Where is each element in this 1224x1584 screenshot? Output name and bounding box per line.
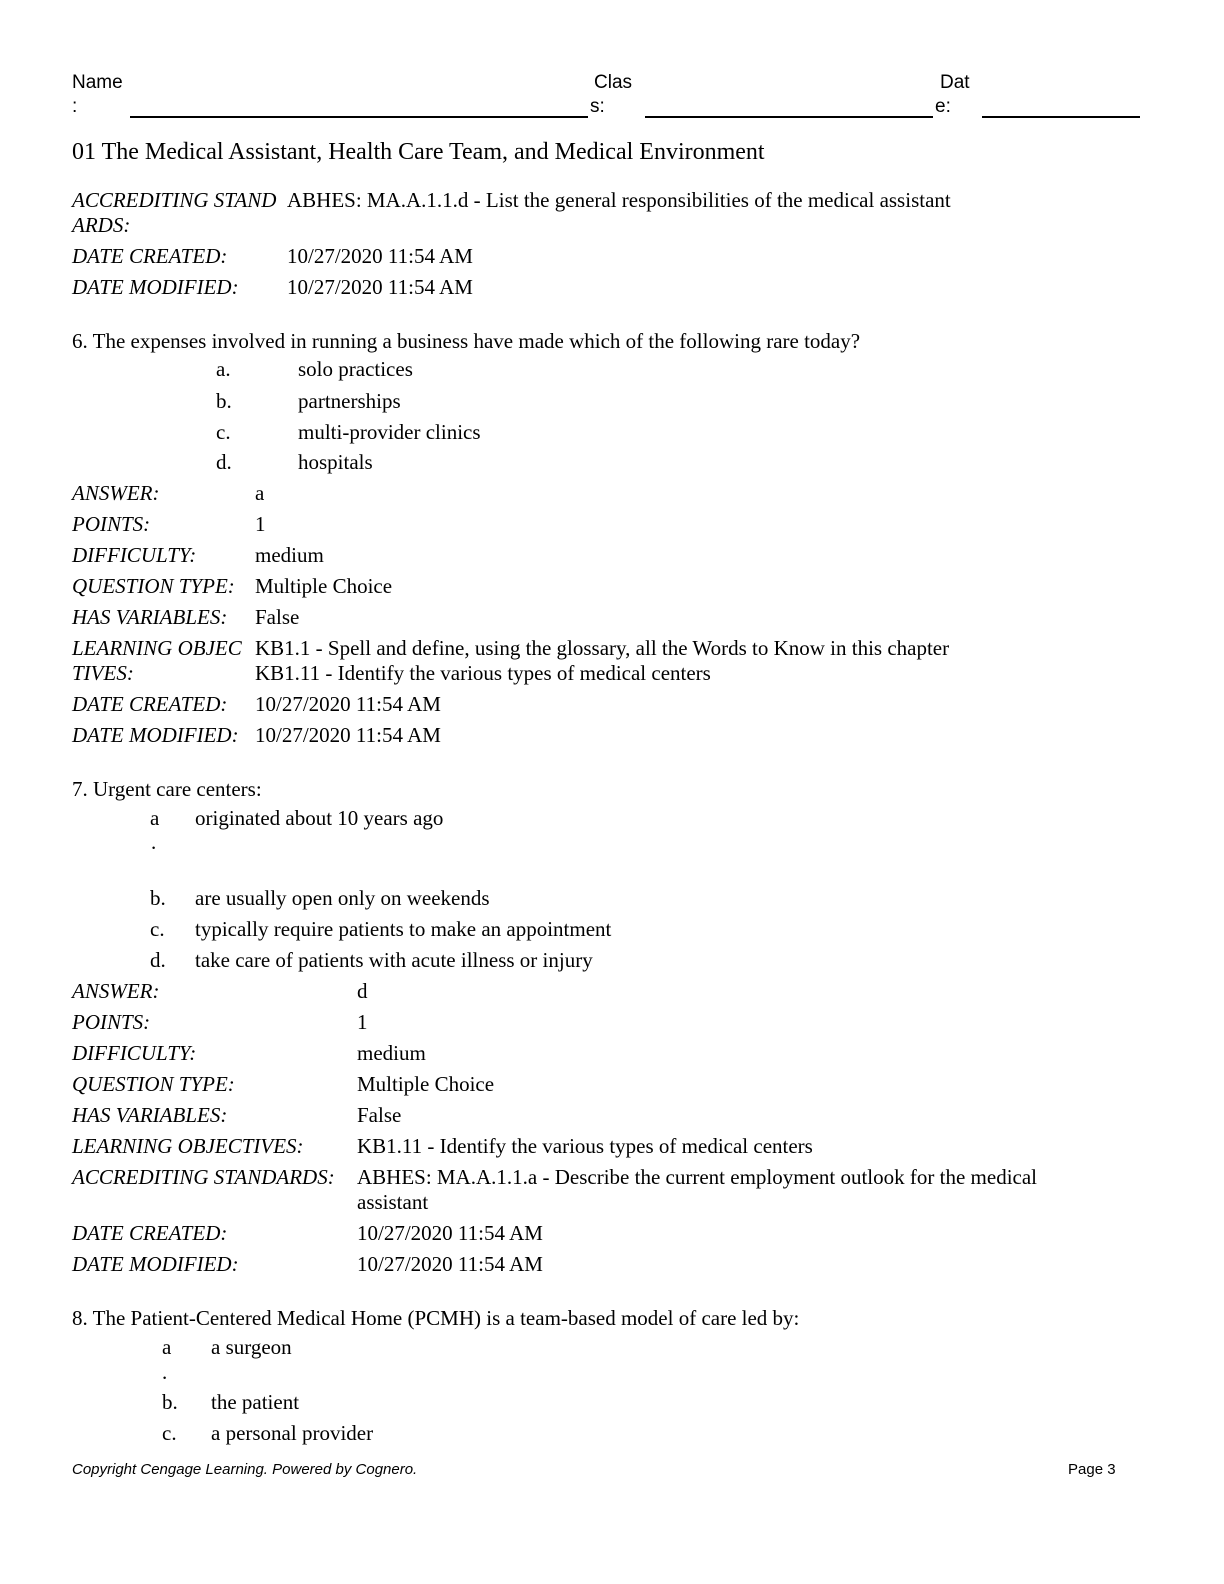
date-label-bottom: e: (935, 96, 951, 117)
q7-hasvar-label: HAS VARIABLES: (72, 1103, 228, 1127)
q7-points-value: 1 (357, 1010, 368, 1034)
q6-created-value: 10/27/2020 11:54 AM (255, 692, 441, 716)
name-label-bottom: : (72, 96, 78, 117)
q6-points-value: 1 (255, 512, 266, 536)
q7-modified-value: 10/27/2020 11:54 AM (357, 1252, 543, 1276)
q7-created-value: 10/27/2020 11:54 AM (357, 1221, 543, 1245)
class-underline[interactable] (645, 116, 933, 118)
q7-option-d-letter: d. (150, 948, 166, 972)
q6-option-a-letter: a. (216, 357, 231, 381)
date-underline[interactable] (982, 116, 1140, 118)
q7-accrediting-label: ACCREDITING STANDARDS: (72, 1165, 335, 1189)
q7-qtype-label: QUESTION TYPE: (72, 1072, 235, 1096)
q7-option-c-letter: c. (150, 917, 165, 941)
q6-hasvar-label: HAS VARIABLES: (72, 605, 228, 629)
q6-option-c-text[interactable]: multi-provider clinics (298, 420, 481, 444)
question-8-text: 8. The Patient-Centered Medical Home (PCMH) is a team-based model of care led by: (72, 1306, 800, 1330)
q8-option-c-letter: c. (162, 1421, 177, 1445)
q8-option-a-dot: . (162, 1360, 168, 1384)
q7-option-c-text[interactable]: typically require patients to make an appointment (195, 917, 612, 941)
q6-lo-label-line2: TIVES: (72, 661, 134, 685)
q6-lo-1: KB1.1 - Spell and define, using the glossary, all the Words to Know in this chapter (255, 636, 950, 660)
q8-option-b-letter: b. (162, 1390, 178, 1414)
q7-option-a-letter: a (150, 806, 160, 830)
q6-option-c-letter: c. (216, 420, 231, 444)
q7-qtype-value: Multiple Choice (357, 1072, 495, 1096)
q6-modified-label: DATE MODIFIED: (72, 723, 239, 747)
q6-points-label: POINTS: (72, 512, 151, 536)
date-modified-label: DATE MODIFIED: (72, 275, 239, 299)
q6-created-label: DATE CREATED: (72, 692, 228, 716)
section-title: 01 The Medical Assistant, Health Care Team, and Medical Environment (72, 139, 765, 165)
q6-lo-label-line1: LEARNING OBJEC (72, 636, 242, 660)
q6-option-d-text[interactable]: hospitals (298, 450, 373, 474)
q7-created-label: DATE CREATED: (72, 1221, 228, 1245)
class-label-bottom: s: (590, 96, 605, 117)
q7-modified-label: DATE MODIFIED: (72, 1252, 239, 1276)
q7-accrediting-value: ABHES: MA.A.1.1.a - Describe the current employment outlook for the medical assistant (357, 1165, 1037, 1214)
q6-qtype-label: QUESTION TYPE: (72, 574, 235, 598)
q6-lo-2: KB1.11 - Identify the various types of medical centers (255, 661, 711, 685)
q7-option-a-text[interactable]: originated about 10 years ago (195, 806, 444, 830)
q8-option-a-letter: a (162, 1335, 172, 1359)
q7-option-a-dot: . (151, 830, 157, 854)
q6-difficulty-label: DIFFICULTY: (72, 543, 197, 567)
q7-option-d-text[interactable]: take care of patients with acute illness or injury (195, 948, 593, 972)
date-created-value: 10/27/2020 11:54 AM (287, 244, 473, 268)
date-modified-value: 10/27/2020 11:54 AM (287, 275, 473, 299)
q6-option-d-letter: d. (216, 450, 232, 474)
q7-lo-value: KB1.11 - Identify the various types of medical centers (357, 1134, 813, 1158)
q7-option-b-letter: b. (150, 886, 166, 910)
q8-option-b-text[interactable]: the patient (211, 1390, 300, 1414)
q7-lo-label: LEARNING OBJECTIVES: (72, 1134, 304, 1158)
q8-option-c-text[interactable]: a personal provider (211, 1421, 374, 1445)
q7-answer-value: d (357, 979, 368, 1003)
accrediting-label-line1: ACCREDITING STAND (72, 188, 277, 212)
date-created-label: DATE CREATED: (72, 244, 228, 268)
q6-option-b-letter: b. (216, 389, 232, 413)
q7-answer-label: ANSWER: (72, 979, 160, 1003)
footer-page-number: Page 3 (1068, 1461, 1116, 1478)
q6-answer-value: a (255, 481, 265, 505)
q6-option-a-text[interactable]: solo practices (298, 357, 413, 381)
name-label-top: Name (72, 72, 123, 93)
name-underline[interactable] (130, 116, 588, 118)
question-6-text: 6. The expenses involved in running a business have made which of the following rare today? (72, 329, 861, 353)
q7-option-b-text[interactable]: are usually open only on weekends (195, 886, 490, 910)
q7-difficulty-value: medium (357, 1041, 426, 1065)
class-label-top: Clas (594, 72, 633, 93)
q7-difficulty-label: DIFFICULTY: (72, 1041, 197, 1065)
q6-option-b-text[interactable]: partnerships (298, 389, 401, 413)
q7-hasvar-value: False (357, 1103, 402, 1127)
accrediting-value: ABHES: MA.A.1.1.d - List the general responsibilities of the medical assistant (287, 188, 951, 212)
q7-points-label: POINTS: (72, 1010, 151, 1034)
q6-answer-label: ANSWER: (72, 481, 160, 505)
footer-copyright: Copyright Cengage Learning. Powered by Cognero. (72, 1461, 418, 1478)
q8-option-a-text[interactable]: a surgeon (211, 1335, 292, 1359)
q6-qtype-value: Multiple Choice (255, 574, 393, 598)
q6-hasvar-value: False (255, 605, 300, 629)
question-7-text: 7. Urgent care centers: (72, 777, 262, 801)
q6-modified-value: 10/27/2020 11:54 AM (255, 723, 441, 747)
date-label-top: Dat (940, 72, 970, 93)
accrediting-label-line2: ARDS: (72, 213, 131, 237)
q6-difficulty-value: medium (255, 543, 324, 567)
